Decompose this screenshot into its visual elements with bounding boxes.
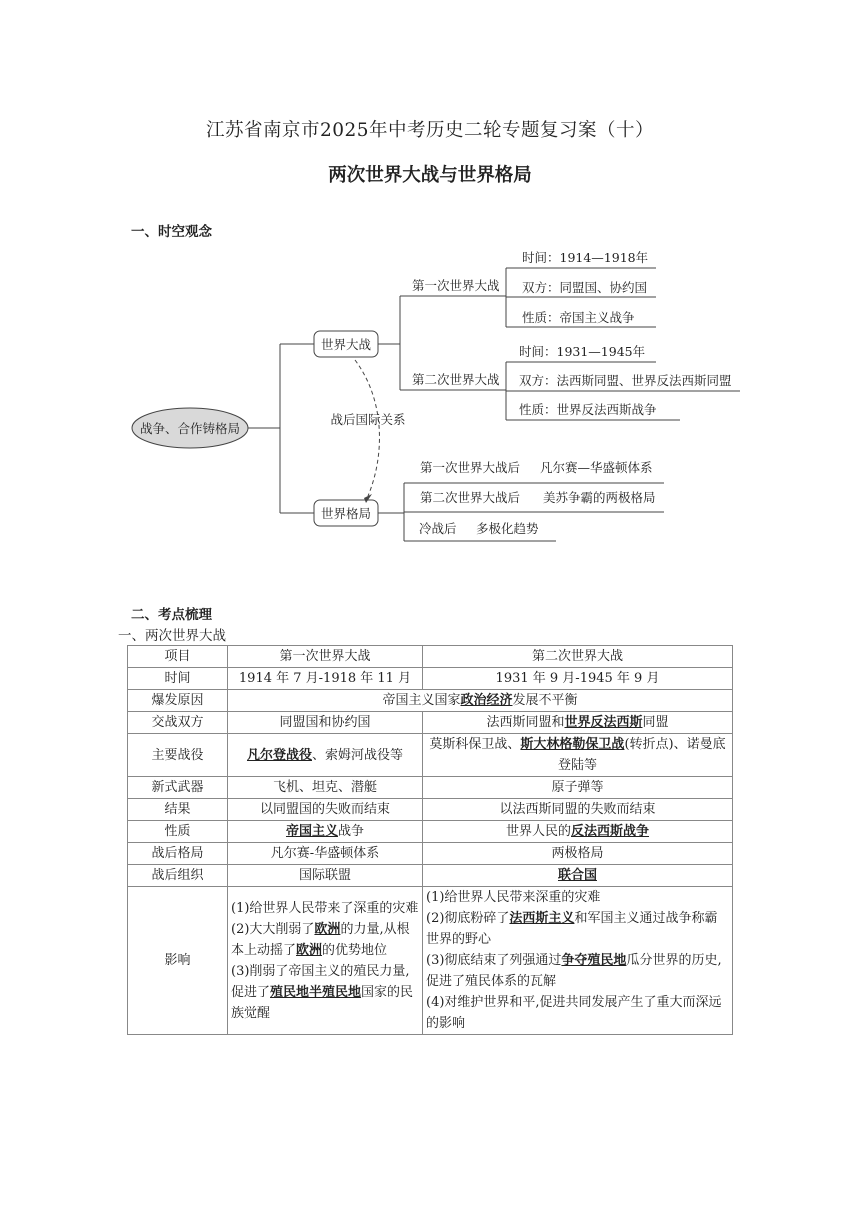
ww1-nature: 性质：帝国主义战争 bbox=[522, 310, 635, 325]
table-row-pattern bbox=[128, 843, 733, 865]
key-term: 欧洲 bbox=[314, 921, 341, 937]
ww2-sides-cell: 法西斯同盟和世界反法西斯同盟 bbox=[423, 712, 733, 734]
comparison-table bbox=[127, 645, 733, 1035]
ww2-org-cell bbox=[423, 865, 733, 887]
section-2-subheading: 一、两次世界大战 bbox=[118, 628, 226, 644]
ww2-sides: 双方：法西斯同盟、世界反法西斯同盟 bbox=[519, 373, 732, 388]
root-node-label: 战争、合作铸格局 bbox=[139, 421, 241, 436]
ww1-battles-cell: 凡尔登战役、索姆河战役等 bbox=[228, 734, 423, 777]
ww1-time-cell: 1914 年 7 月-1918 年 11 月 bbox=[228, 668, 423, 690]
ww2-time-cell: 1931 年 9 月-1945 年 9 月 bbox=[423, 668, 733, 690]
key-term: 政治经济 bbox=[460, 693, 513, 708]
key-term: 凡尔登战役 bbox=[246, 747, 312, 763]
ww2-pattern-cell: 两极格局 bbox=[423, 843, 733, 865]
table-row-time bbox=[128, 668, 733, 690]
ww1-weapons-cell: 飞机、坦克、潜艇 bbox=[228, 777, 423, 799]
row-label: 新式武器 bbox=[128, 777, 228, 799]
postwar-link-arrow bbox=[355, 360, 379, 496]
table-row-result bbox=[128, 799, 733, 821]
pattern-3-era: 冷战后 bbox=[419, 521, 457, 536]
pattern-node-label: 世界格局 bbox=[320, 506, 372, 521]
table-row-org bbox=[128, 865, 733, 887]
key-term: 世界反法西斯 bbox=[564, 715, 643, 730]
key-term: 欧洲 bbox=[296, 942, 323, 958]
connector-root bbox=[248, 344, 280, 513]
table-row-impact bbox=[128, 887, 733, 1035]
table-row-nature bbox=[128, 821, 733, 843]
header-item: 项目 bbox=[128, 646, 228, 668]
pattern-1-system: 凡尔赛—华盛顿体系 bbox=[540, 460, 653, 475]
key-term: 争夺殖民地 bbox=[561, 953, 627, 968]
document-subtitle: 两次世界大战与世界格局 bbox=[328, 165, 532, 186]
key-term: 反法西斯战争 bbox=[571, 824, 650, 839]
concept-map bbox=[0, 0, 860, 560]
cause-cell: 帝国主义国家政治经济发展不平衡 bbox=[228, 690, 733, 712]
row-label: 主要战役 bbox=[128, 734, 228, 777]
row-label: 时间 bbox=[128, 668, 228, 690]
table-row-sides bbox=[128, 712, 733, 734]
section-1-heading: 一、时空观念 bbox=[131, 224, 212, 240]
ww1-result-cell: 以同盟国的失败而结束 bbox=[228, 799, 423, 821]
ww2-weapons-cell: 原子弹等 bbox=[423, 777, 733, 799]
ww1-nature-cell: 帝国主义战争 bbox=[228, 821, 423, 843]
ww1-label: 第一次世界大战 bbox=[412, 278, 500, 293]
row-label: 影响 bbox=[128, 887, 228, 1035]
header-ww1: 第一次世界大战 bbox=[228, 646, 423, 668]
key-term: 联合国 bbox=[557, 868, 597, 883]
document-title: 江苏省南京市2025年中考历史二轮专题复习案（十） bbox=[205, 120, 655, 141]
war-node-label: 世界大战 bbox=[320, 337, 372, 352]
table-row-cause bbox=[128, 690, 733, 712]
key-term: 帝国主义 bbox=[285, 824, 338, 839]
row-label: 战后组织 bbox=[128, 865, 228, 887]
pattern-3-system: 多极化趋势 bbox=[476, 521, 539, 536]
key-term: 殖民地半殖民地 bbox=[270, 984, 362, 1000]
ww1-sides-cell: 同盟国和协约国 bbox=[228, 712, 423, 734]
postwar-link-label: 战后国际关系 bbox=[330, 412, 406, 427]
ww1-impact-cell: (1)给世界人民带来了深重的灾难 (2)大大削弱了欧洲的力量,从根本上动摇了欧洲的优势地位 (3)削弱了帝国主义的殖民力量,促进了殖民地半殖民地国家的民族觉醒 bbox=[228, 887, 423, 1035]
ww2-impact-cell: (1)给世界人民带来深重的灾难 (2)彻底粉碎了法西斯主义和军国主义通过战争称霸世界的野心 (3)彻底结束了列强通过争夺殖民地瓜分世界的历史,促进了殖民体系的瓦解 (4)对维护世界和平,促进共同发展产生了重大而深远的影响 bbox=[423, 887, 733, 1035]
ww2-battles-cell: 莫斯科保卫战、斯大林格勒保卫战(转折点)、诺曼底登陆等 bbox=[423, 734, 733, 777]
table-row-battles bbox=[128, 734, 733, 777]
ww2-label: 第二次世界大战 bbox=[412, 372, 500, 387]
key-term: 法西斯主义 bbox=[509, 911, 575, 926]
row-label: 战后格局 bbox=[128, 843, 228, 865]
row-label: 爆发原因 bbox=[128, 690, 228, 712]
ww2-result-cell: 以法西斯同盟的失败而结束 bbox=[423, 799, 733, 821]
table-row-header bbox=[128, 646, 733, 668]
key-term: 斯大林格勒保卫战 bbox=[520, 737, 625, 752]
ww2-time: 时间：1931—1945年 bbox=[519, 344, 646, 359]
ww1-org-cell: 国际联盟 bbox=[228, 865, 423, 887]
ww1-sides: 双方：同盟国、协约国 bbox=[522, 280, 648, 295]
row-label: 结果 bbox=[128, 799, 228, 821]
ww2-nature: 性质：世界反法西斯战争 bbox=[519, 402, 657, 417]
pattern-2-era: 第二次世界大战后 bbox=[420, 490, 521, 505]
section-2-heading: 二、考点梳理 bbox=[131, 607, 212, 623]
pattern-2-system: 美苏争霸的两极格局 bbox=[543, 490, 656, 505]
ww2-nature-cell: 世界人民的反法西斯战争 bbox=[423, 821, 733, 843]
header-ww2: 第二次世界大战 bbox=[423, 646, 733, 668]
ww1-pattern-cell: 凡尔赛-华盛顿体系 bbox=[228, 843, 423, 865]
row-label: 交战双方 bbox=[128, 712, 228, 734]
pattern-1-era: 第一次世界大战后 bbox=[420, 460, 521, 475]
table-row-weapons bbox=[128, 777, 733, 799]
ww1-time: 时间：1914—1918年 bbox=[522, 250, 649, 265]
row-label: 性质 bbox=[128, 821, 228, 843]
